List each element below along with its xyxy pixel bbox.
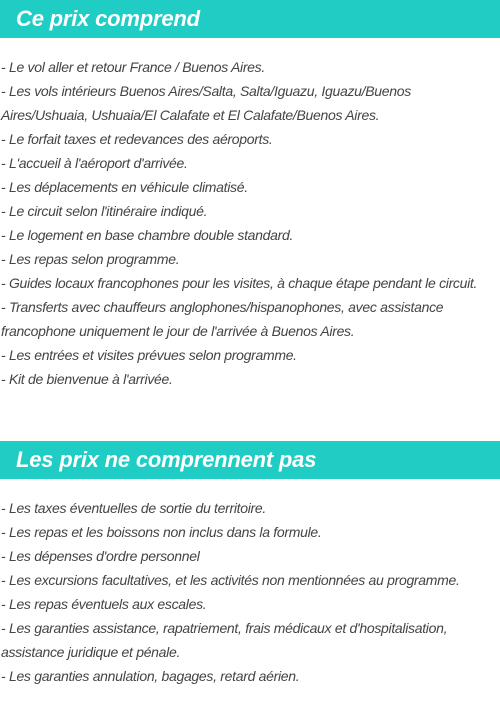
included-list-item: - Le forfait taxes et redevances des aéroports. [1,131,273,147]
excluded-list-item: - Les dépenses d'ordre personnel [1,548,200,564]
included-list-item: - Les entrées et visites prévues selon programme. [1,347,297,363]
excluded-list-item: - Les taxes éventuelles de sortie du territoire. [1,500,266,516]
included-list-item: - Le logement en base chambre double standard. [1,227,294,243]
excluded-list-item: - Les repas et les boissons non inclus dans la formule. [1,524,322,540]
included-list-item: - Les déplacements en véhicule climatisé. [1,179,248,195]
included-list-item: - L'accueil à l'aéroport d'arrivée. [1,155,188,171]
included-section-title: Ce prix comprend [16,6,200,31]
excluded-list-item: - Les repas éventuels aux escales. [1,596,207,612]
excluded-list-item: - Les garanties annulation, bagages, retard aérien. [1,668,300,684]
excluded-section-title: Les prix ne comprennent pas [16,447,317,472]
included-list-item: - Guides locaux francophones pour les visites, à chaque étape pendant le circuit. [1,275,478,291]
included-list-item: - Kit de bienvenue à l'arrivée. [1,371,173,387]
price-excluded-section [0,441,500,688]
excluded-list-item: - Les garanties assistance, rapatriement, frais médicaux et d'hospitalisation, assistance juridique et pénale. [1,620,448,660]
included-list-item: - Le vol aller et retour France / Buenos Aires. [1,59,265,75]
included-items-list [0,55,500,391]
excluded-items-list [0,496,500,688]
excluded-list-item: - Les excursions facultatives, et les activités non mentionnées au programme. [1,572,460,588]
included-section-header [0,0,500,38]
excluded-section-header [0,441,500,479]
included-list-item: - Les repas selon programme. [1,251,180,267]
included-list-item: - Transferts avec chauffeurs anglophones/hispanophones, avec assistance francophone uniquement le jour de l'arrivée à Buenos Aires. [1,299,444,339]
included-list-item: - Les vols intérieurs Buenos Aires/Salta, Salta/Iguazu, Iguazu/Buenos Aires/Ushuaia, Ushuaia/El Calafate et El Calafate/Buenos Aires. [1,83,411,123]
included-list-item: - Le circuit selon l'itinéraire indiqué. [1,203,208,219]
